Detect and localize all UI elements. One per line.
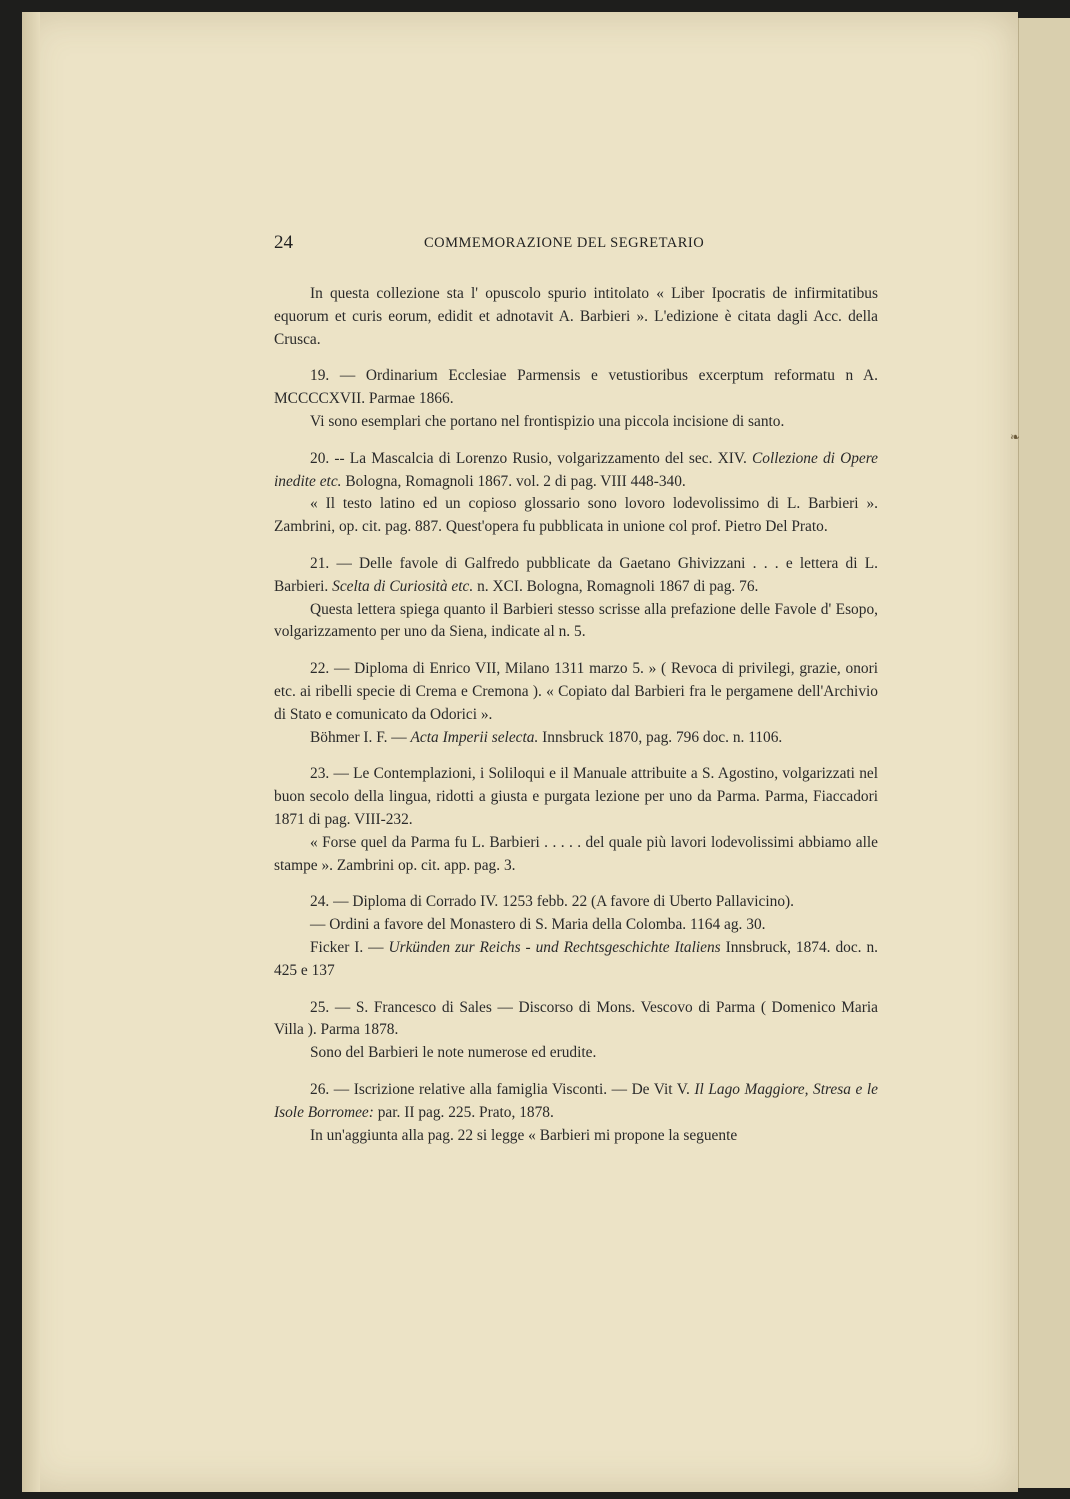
entry-18-note <box>274 283 878 351</box>
italic-title: Collezione di Opere inedite etc. <box>274 449 878 490</box>
paragraph <box>274 937 878 983</box>
entry-19 <box>274 365 878 433</box>
citation-details: n. XCI. Bologna, Romagnoli 1867 di pag. 76. <box>473 577 759 595</box>
entry-heading <box>274 448 878 494</box>
paragraph <box>274 727 878 750</box>
citation-details: Innsbruck, 1874. doc. n. 425 e 137 <box>274 938 879 979</box>
page-gutter <box>22 12 40 1492</box>
paragraph: Sono del Barbieri le note numerose ed erudite. <box>310 1044 597 1062</box>
entry-heading: 22. — Diploma di Enrico VII, Milano 1311 marzo 5. » ( Revoca di privilegi, grazie, onori etc. ai ribelli specie di Crema e Cremona ). « Copiato dal Barbieri fra le pergamene dell'Archivio di Stato e comunicato da Odorici ». <box>274 660 878 723</box>
entry-25 <box>274 997 878 1065</box>
running-head-title: COMMEMORAZIONE DEL SEGRETARIO <box>424 235 705 251</box>
paragraph: Questa lettera spiega quanto il Barbieri stesso scrisse alla prefazione delle Favole d' Esopo, volgarizzamento per uno da Siena, indicate al n. 5. <box>274 600 878 641</box>
entry-heading-text: 21. — Delle favole di Galfredo pubblicate da Gaetano Ghivizzani . . . e lettera di L. Barbieri. <box>274 554 878 595</box>
paragraph: « Forse quel da Parma fu L. Barbieri . . . . . del quale più lavori lodevolissimi abbiamo alle stampe ». Zambrini op. cit. app. pag. 3. <box>274 833 878 874</box>
entry-21 <box>274 553 878 644</box>
entry-heading-text: 26. — Iscrizione relative alla famiglia Visconti. — De Vit V. <box>310 1080 690 1098</box>
italic-title: Il Lago Maggiore, Stresa e le Isole Borromee: <box>274 1080 878 1121</box>
paragraph: In un'aggiunta alla pag. 22 si legge « Barbieri mi propone la seguente <box>310 1126 738 1144</box>
entry-24 <box>274 891 878 982</box>
citation-details: Innsbruck 1870, pag. 796 doc. n. 1106. <box>538 728 783 746</box>
entry-heading: 23. — Le Contemplazioni, i Soliloqui e il Manuale attribuite a S. Agostino, volgarizzati nel buon secolo della lingua, ridotti a giusta e purgata lezione per uno da Parma. Parma, Fiaccadori 1871 di pag. VIII-232. <box>274 765 878 828</box>
entry-heading <box>274 553 878 599</box>
entry-heading: 24. — Diploma di Corrado IV. 1253 febb. 22 (A favore di Uberto Pallavicino). <box>310 893 794 911</box>
italic-title: Urkünden zur Reichs - und Rechtsgeschichte Italiens <box>388 938 721 956</box>
entry-20 <box>274 448 878 539</box>
entry-heading: 25. — S. Francesco di Sales — Discorso di Mons. Vescovo di Parma ( Domenico Maria Villa ). Parma 1878. <box>274 998 878 1039</box>
page-number: 24 <box>274 232 293 253</box>
margin-ink-mark: ❧ <box>1010 430 1021 444</box>
adjacent-page-edge <box>1018 18 1070 1488</box>
citation-details: par. II pag. 225. Prato, 1878. <box>373 1103 554 1121</box>
paragraph: — Ordini a favore del Monastero di S. Maria della Colomba. 1164 ag. 30. <box>310 916 766 934</box>
italic-title: Scelta di Curiosità etc. <box>332 577 474 595</box>
entry-heading <box>274 1079 878 1125</box>
entry-heading: 19. — Ordinarium Ecclesiae Parmensis e vetustioribus excerptum reformatu n A. MCCCCXVII. Parmae 1866. <box>274 367 878 408</box>
entry-22 <box>274 658 878 749</box>
paragraph: In questa collezione sta l' opuscolo spurio intitolato « Liber Ipocratis de infirmitatibus equorum et curis eorum, edidit et adnotavit A. Barbieri ». L'edizione è citata dagli Acc. della Crusca. <box>274 285 878 348</box>
paragraph: Vi sono esemplari che portano nel frontispizio una piccola incisione di santo. <box>310 412 785 430</box>
entry-26 <box>274 1079 878 1147</box>
reference-author: Böhmer I. F. — <box>310 728 407 746</box>
running-head <box>274 232 878 256</box>
entry-heading-text: 20. -- La Mascalcia di Lorenzo Rusio, volgarizzamento del sec. XIV. <box>310 449 747 467</box>
reference-author: Ficker I. — <box>310 938 384 956</box>
page-body <box>274 283 878 1161</box>
citation-details: Bologna, Romagnoli 1867. vol. 2 di pag. VIII 448-340. <box>341 472 686 490</box>
italic-title: Acta Imperii selecta. <box>410 728 539 746</box>
paragraph: « Il testo latino ed un copioso glossario sono lovoro lodevolissimo di L. Barbieri ». Zambrini, op. cit. pag. 887. Quest'opera fu pubblicata in unione col prof. Pietro Del Prato. <box>274 495 878 536</box>
entry-23 <box>274 763 878 877</box>
